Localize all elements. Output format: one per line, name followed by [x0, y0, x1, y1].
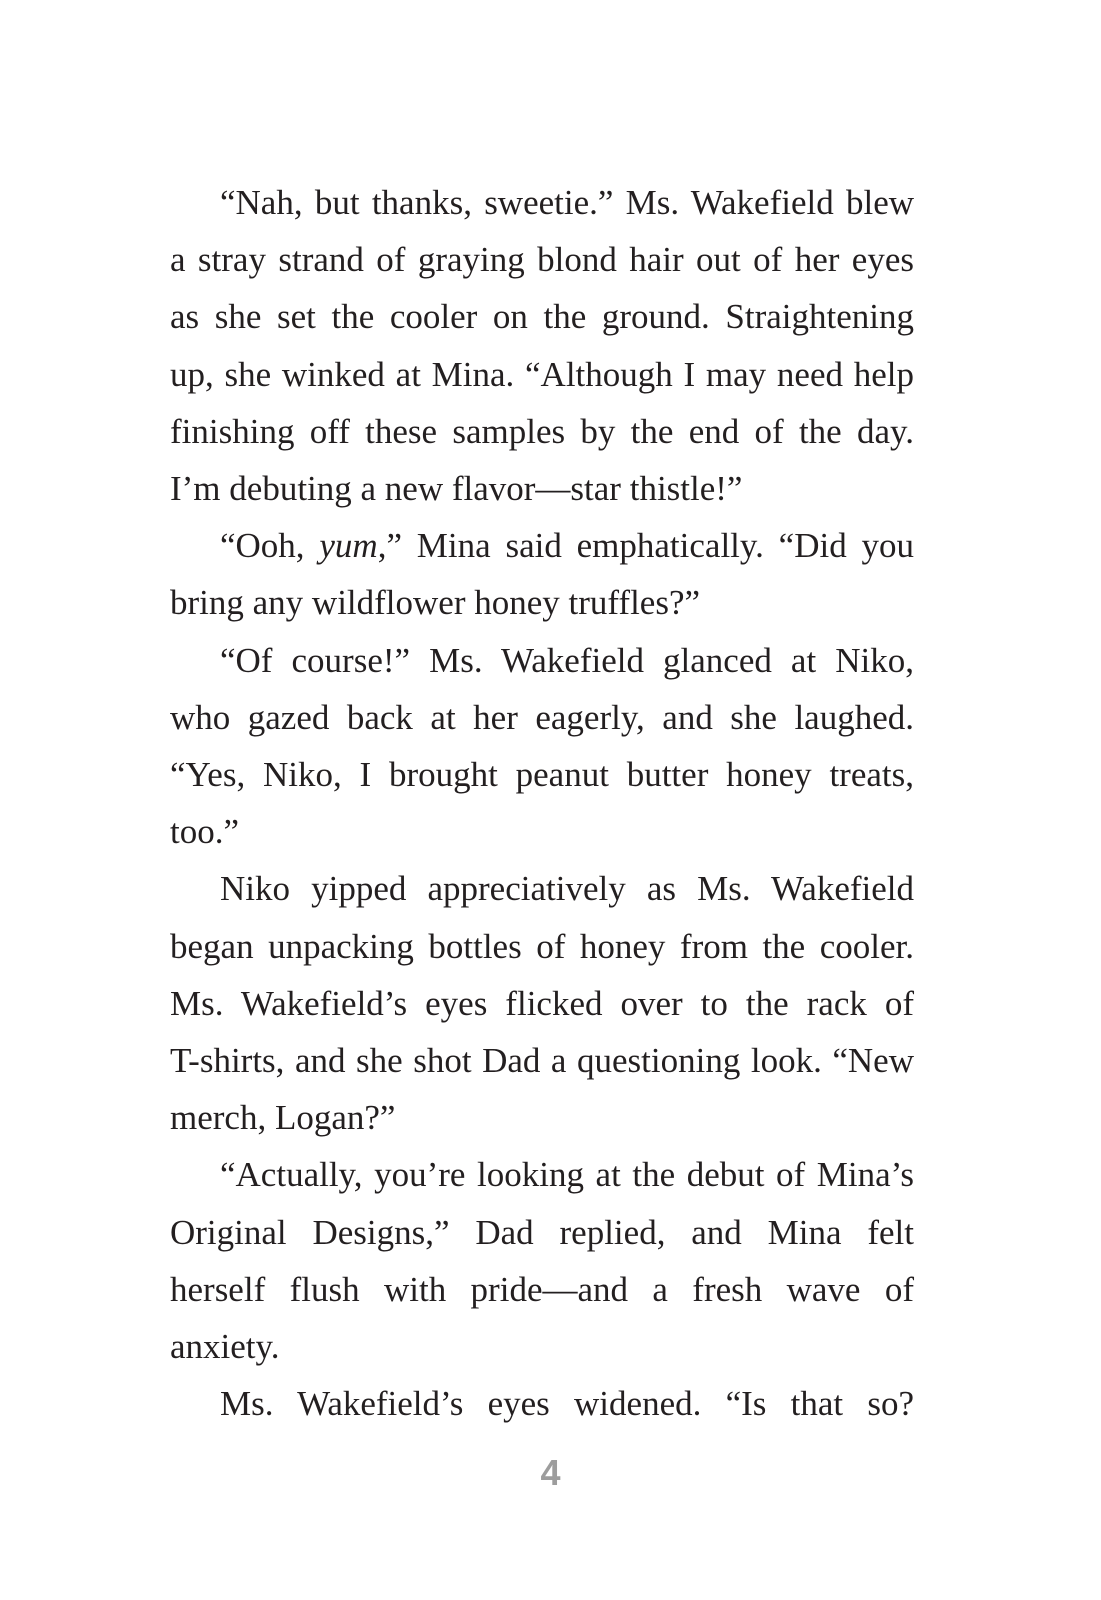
text-line: “Nah, but thanks, sweetie.” Ms. Wakefield blew: [220, 183, 914, 222]
text-line: anxiety.: [170, 1327, 280, 1367]
text-line: too.”: [170, 812, 240, 852]
text-line: “Yes, Niko, I brought peanut butter honey treats,: [170, 755, 914, 795]
text-line: Ms. Wakefield’s eyes widened. “Is that so?: [220, 1384, 914, 1424]
text-line: merch, Logan?”: [170, 1098, 396, 1138]
text-line: “Of course!” Ms. Wakefield glanced at Niko,: [220, 640, 914, 680]
text-line: up, she winked at Mina. “Although I may need help: [170, 354, 914, 394]
page-number: 4: [540, 1452, 561, 1493]
text-line: finishing off these samples by the end of the day.: [170, 411, 914, 451]
text-line: herself flush with pride—and a fresh wave of: [170, 1269, 914, 1309]
text-fragment: “Ooh,: [220, 526, 320, 566]
text-line: [170, 517, 914, 574]
paragraph: [170, 1146, 914, 1375]
body-text: [170, 174, 914, 1432]
text-line: a stray strand of graying blond hair out of her eyes: [170, 240, 914, 280]
text-line: I’m debuting a new flavor—star thistle!”: [170, 469, 743, 509]
text-line: began unpacking bottles of honey from the cooler.: [170, 926, 914, 966]
text-line: who gazed back at her eagerly, and she laughed.: [170, 697, 914, 737]
text-line: Original Designs,” Dad replied, and Mina felt: [170, 1212, 914, 1252]
paragraph: [170, 632, 914, 861]
text-line: bring any wildflower honey truffles?”: [170, 583, 701, 623]
text-line: Ms. Wakefield’s eyes flicked over to the rack of: [170, 983, 914, 1023]
text-line: as she set the cooler on the ground. Straightening: [170, 297, 914, 337]
text-line: “Actually, you’re looking at the debut of Mina’s: [220, 1155, 914, 1195]
text-line: Niko yipped appreciatively as Ms. Wakefield: [220, 869, 914, 909]
paragraph: [170, 174, 914, 517]
emphasis-text: yum: [319, 526, 378, 566]
paragraph: [170, 517, 914, 631]
text-line: T-shirts, and she shot Dad a questioning look. “New: [170, 1041, 914, 1081]
paragraph: [170, 860, 914, 1146]
text-fragment: ,” Mina said emphatically. “Did you: [377, 526, 914, 566]
paragraph: [170, 1375, 914, 1432]
